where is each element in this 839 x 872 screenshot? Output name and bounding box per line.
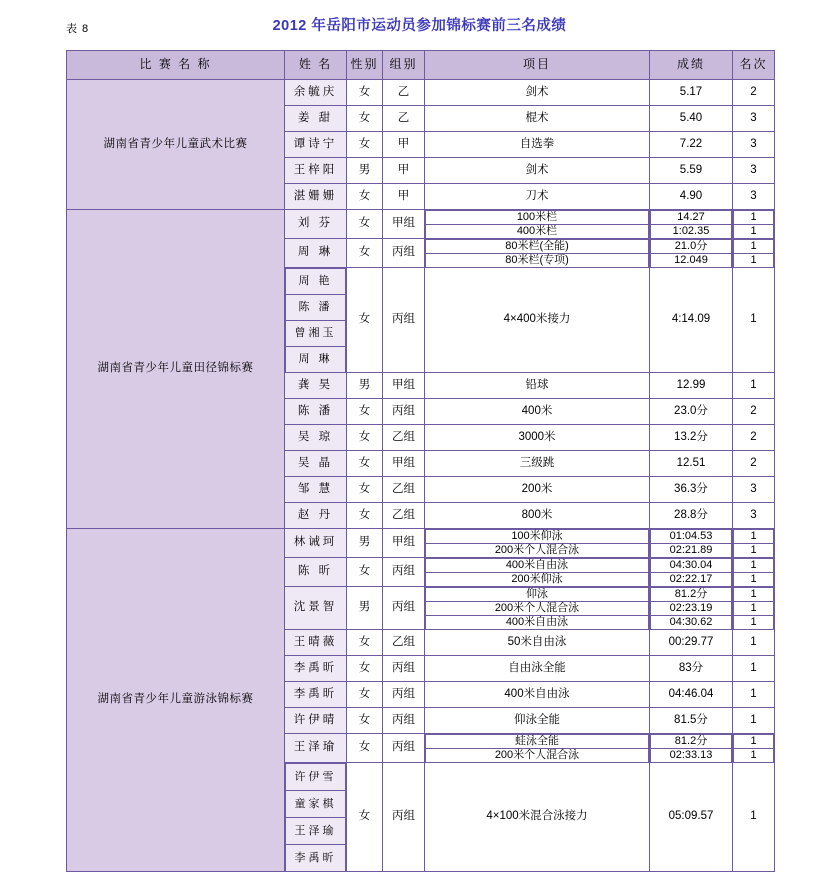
rank-list	[733, 239, 775, 268]
event-list	[425, 587, 650, 630]
event-result: 5.17	[650, 80, 733, 106]
athlete-name: 李禹昕	[285, 682, 347, 708]
event-name: 仰泳全能	[425, 708, 650, 734]
athlete-name: 陈 潘	[286, 295, 346, 321]
event-name: 100米仰泳	[426, 530, 649, 544]
athlete-name: 李禹昕	[285, 656, 347, 682]
athlete-group: 丙组	[383, 587, 425, 630]
event-result: 7.22	[650, 132, 733, 158]
athlete-name: 许伊雪	[286, 764, 346, 791]
event-name: 刀术	[425, 184, 650, 210]
col-header-sex: 性别	[347, 51, 383, 80]
col-header-result: 成绩	[650, 51, 733, 80]
athlete-group: 乙组	[383, 503, 425, 529]
rank-list	[733, 210, 775, 239]
event-name: 200米个人混合泳	[426, 749, 649, 763]
athlete-group: 乙组	[383, 477, 425, 503]
event-result: 5.59	[650, 158, 733, 184]
col-header-competition: 比 赛 名 称	[67, 51, 285, 80]
event-result: 04:46.04	[650, 682, 733, 708]
athlete-group: 乙	[383, 106, 425, 132]
event-name: 仰泳	[426, 588, 649, 602]
event-result: 00:29.77	[650, 630, 733, 656]
athlete-name: 周 琳	[286, 347, 346, 373]
results-table	[66, 50, 775, 872]
athlete-group: 丙组	[383, 268, 425, 373]
event-name: 4×400米接力	[425, 268, 650, 373]
event-rank: 1	[734, 530, 774, 544]
event-rank: 2	[733, 425, 775, 451]
event-rank: 2	[733, 399, 775, 425]
event-name: 200米	[425, 477, 650, 503]
event-rank: 1	[734, 616, 774, 630]
event-result: 12.51	[650, 451, 733, 477]
athlete-name: 周 琳	[285, 239, 347, 268]
athlete-group: 丙组	[383, 734, 425, 763]
event-name: 400米自由泳	[426, 616, 649, 630]
event-result: 02:33.13	[651, 749, 732, 763]
event-rank: 1	[734, 225, 774, 239]
athlete-sex: 男	[347, 529, 383, 558]
athlete-name: 王泽瑜	[285, 734, 347, 763]
event-result: 14.27	[651, 211, 732, 225]
event-list	[425, 239, 650, 268]
event-name: 自由泳全能	[425, 656, 650, 682]
athlete-sex: 女	[347, 239, 383, 268]
event-rank: 1	[734, 544, 774, 558]
event-result: 83分	[650, 656, 733, 682]
athlete-name: 刘 芬	[285, 210, 347, 239]
event-name: 400米	[425, 399, 650, 425]
event-name: 400米栏	[426, 225, 649, 239]
athlete-name: 湛姗姗	[285, 184, 347, 210]
event-result: 81.5分	[650, 708, 733, 734]
athlete-name: 童家棋	[286, 791, 346, 818]
athlete-sex: 女	[347, 132, 383, 158]
col-header-name: 姓 名	[285, 51, 347, 80]
event-rank: 2	[733, 80, 775, 106]
athlete-name: 邹 慧	[285, 477, 347, 503]
event-result: 4:14.09	[650, 268, 733, 373]
event-name: 800米	[425, 503, 650, 529]
event-name: 蛙泳全能	[426, 735, 649, 749]
event-result: 02:21.89	[651, 544, 732, 558]
athlete-group: 甲组	[383, 529, 425, 558]
event-result: 12.049	[651, 254, 732, 268]
table-header	[67, 51, 775, 80]
event-result: 81.2分	[651, 735, 732, 749]
athlete-sex: 女	[347, 477, 383, 503]
athlete-group: 甲	[383, 184, 425, 210]
event-result: 23.0分	[650, 399, 733, 425]
event-rank: 1	[733, 373, 775, 399]
event-result: 01:04.53	[651, 530, 732, 544]
athlete-sex: 女	[347, 106, 383, 132]
athlete-sex: 女	[347, 184, 383, 210]
event-name: 200米个人混合泳	[426, 544, 649, 558]
athlete-name: 赵 丹	[285, 503, 347, 529]
event-rank: 1	[734, 240, 774, 254]
rank-list	[733, 587, 775, 630]
athlete-name: 吴 琼	[285, 425, 347, 451]
col-header-rank: 名次	[733, 51, 775, 80]
event-result: 02:23.19	[651, 602, 732, 616]
rank-list	[733, 734, 775, 763]
event-rank: 1	[733, 630, 775, 656]
event-name: 80米栏(专项)	[426, 254, 649, 268]
athlete-name: 余毓庆	[285, 80, 347, 106]
athlete-sex: 女	[347, 656, 383, 682]
event-rank: 1	[734, 211, 774, 225]
result-list	[650, 210, 733, 239]
event-rank: 3	[733, 158, 775, 184]
event-rank: 3	[733, 477, 775, 503]
athlete-sex: 女	[347, 80, 383, 106]
athlete-sex: 男	[347, 587, 383, 630]
rank-list	[733, 558, 775, 587]
event-result: 5.40	[650, 106, 733, 132]
athlete-sex: 女	[347, 630, 383, 656]
result-list	[650, 239, 733, 268]
athlete-name: 谭诗宁	[285, 132, 347, 158]
event-result: 1:02.35	[651, 225, 732, 239]
event-name: 50米自由泳	[425, 630, 650, 656]
event-rank: 3	[733, 132, 775, 158]
athlete-group: 丙组	[383, 708, 425, 734]
athlete-sex: 男	[347, 373, 383, 399]
event-result: 36.3分	[650, 477, 733, 503]
event-rank: 1	[734, 573, 774, 587]
athlete-name: 王晴薇	[285, 630, 347, 656]
athlete-group: 乙组	[383, 630, 425, 656]
athlete-group: 甲	[383, 132, 425, 158]
event-name: 200米个人混合泳	[426, 602, 649, 616]
event-name: 100米栏	[426, 211, 649, 225]
athlete-group: 丙组	[383, 656, 425, 682]
athlete-sex: 女	[347, 399, 383, 425]
event-name: 4×100米混合泳接力	[425, 763, 650, 872]
table-row	[67, 210, 775, 239]
event-rank: 2	[733, 451, 775, 477]
athlete-sex: 女	[347, 763, 383, 872]
rank-list	[733, 529, 775, 558]
event-name: 3000米	[425, 425, 650, 451]
col-header-event: 项目	[425, 51, 650, 80]
athlete-name: 陈 昕	[285, 558, 347, 587]
athlete-sex: 女	[347, 268, 383, 373]
result-list	[650, 734, 733, 763]
event-result: 04:30.04	[651, 559, 732, 573]
athlete-group: 丙组	[383, 558, 425, 587]
athlete-name: 许伊晴	[285, 708, 347, 734]
athlete-group: 甲	[383, 158, 425, 184]
athlete-group: 甲组	[383, 373, 425, 399]
athlete-group: 丙组	[383, 399, 425, 425]
event-name: 三级跳	[425, 451, 650, 477]
col-header-group: 组别	[383, 51, 425, 80]
category-cell: 湖南省青少年儿童游泳锦标赛	[67, 529, 285, 872]
athlete-sex: 男	[347, 158, 383, 184]
athlete-group: 丙组	[383, 682, 425, 708]
athlete-sex: 女	[347, 451, 383, 477]
event-result: 02:22.17	[651, 573, 732, 587]
event-list	[425, 529, 650, 558]
athlete-name: 曾湘玉	[286, 321, 346, 347]
event-name: 400米自由泳	[425, 682, 650, 708]
event-result: 04:30.62	[651, 616, 732, 630]
athlete-sex: 女	[347, 708, 383, 734]
event-rank: 1	[734, 602, 774, 616]
athlete-group: 乙组	[383, 425, 425, 451]
event-name: 自选拳	[425, 132, 650, 158]
athlete-sex: 女	[347, 503, 383, 529]
event-rank: 3	[733, 503, 775, 529]
event-rank: 1	[733, 268, 775, 373]
table-row	[67, 529, 775, 558]
athlete-group: 丙组	[383, 239, 425, 268]
event-name: 剑术	[425, 80, 650, 106]
athlete-name: 沈景智	[285, 587, 347, 630]
event-name: 剑术	[425, 158, 650, 184]
event-rank: 1	[733, 682, 775, 708]
result-list	[650, 587, 733, 630]
event-rank: 1	[734, 588, 774, 602]
event-name: 80米栏(全能)	[426, 240, 649, 254]
athlete-name: 龚 昊	[285, 373, 347, 399]
result-list	[650, 558, 733, 587]
athlete-sex: 女	[347, 682, 383, 708]
athlete-name-list	[285, 763, 347, 872]
event-rank: 1	[734, 749, 774, 763]
event-list	[425, 210, 650, 239]
athlete-name: 周 艳	[286, 269, 346, 295]
athlete-group: 乙	[383, 80, 425, 106]
event-list	[425, 734, 650, 763]
athlete-name: 李禹昕	[286, 845, 346, 872]
athlete-group: 甲组	[383, 210, 425, 239]
event-rank: 1	[733, 656, 775, 682]
table-body	[67, 80, 775, 872]
event-rank: 1	[734, 559, 774, 573]
event-name: 200米仰泳	[426, 573, 649, 587]
event-name: 棍术	[425, 106, 650, 132]
athlete-name: 王泽瑜	[286, 818, 346, 845]
event-rank: 1	[734, 735, 774, 749]
category-cell: 湖南省青少年儿童田径锦标赛	[67, 210, 285, 529]
event-result: 4.90	[650, 184, 733, 210]
event-rank: 3	[733, 106, 775, 132]
event-result: 81.2分	[651, 588, 732, 602]
athlete-sex: 女	[347, 210, 383, 239]
page-title: 2012 年岳阳市运动员参加锦标赛前三名成绩	[272, 18, 567, 34]
event-list	[425, 558, 650, 587]
event-rank: 3	[733, 184, 775, 210]
athlete-name: 姜 甜	[285, 106, 347, 132]
event-rank: 1	[733, 708, 775, 734]
table-label: 表 8	[66, 23, 90, 35]
athlete-group: 丙组	[383, 763, 425, 872]
event-result: 13.2分	[650, 425, 733, 451]
athlete-sex: 女	[347, 558, 383, 587]
athlete-name: 陈 潘	[285, 399, 347, 425]
event-result: 21.0分	[651, 240, 732, 254]
event-result: 12.99	[650, 373, 733, 399]
athlete-name: 吴 晶	[285, 451, 347, 477]
athlete-name: 王梓阳	[285, 158, 347, 184]
event-rank: 1	[734, 254, 774, 268]
event-result: 05:09.57	[650, 763, 733, 872]
result-list	[650, 529, 733, 558]
athlete-group: 甲组	[383, 451, 425, 477]
athlete-name: 林诫珂	[285, 529, 347, 558]
category-cell: 湖南省青少年儿童武术比赛	[67, 80, 285, 210]
athlete-sex: 女	[347, 425, 383, 451]
athlete-sex: 女	[347, 734, 383, 763]
event-name: 400米自由泳	[426, 559, 649, 573]
event-rank: 1	[733, 763, 775, 872]
athlete-name-list	[285, 268, 347, 373]
event-name: 铅球	[425, 373, 650, 399]
table-row	[67, 80, 775, 106]
event-result: 28.8分	[650, 503, 733, 529]
